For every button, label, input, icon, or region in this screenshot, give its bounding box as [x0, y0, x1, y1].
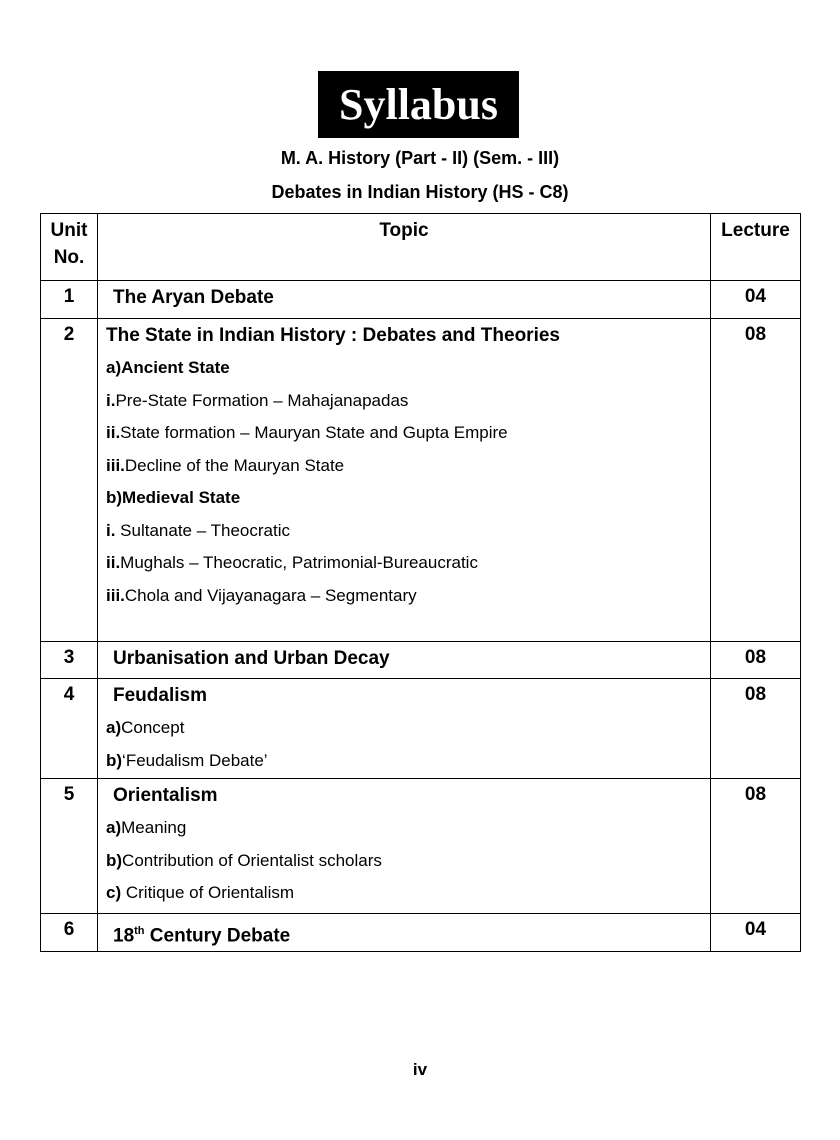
subtopic-list — [98, 812, 710, 910]
subtopic-prefix: c) — [106, 883, 122, 902]
subtopic-text: Sultanate – Theocratic — [115, 520, 290, 540]
lecture-count: 08 — [711, 642, 801, 679]
unit-number: 3 — [41, 642, 98, 679]
list-item — [98, 712, 710, 745]
topic-cell — [98, 319, 711, 642]
table-header-row — [41, 214, 801, 281]
table-row — [41, 281, 801, 319]
subtopic-prefix: b)Medieval State — [106, 488, 241, 507]
table-row — [41, 679, 801, 779]
topic-title: Feudalism — [113, 685, 207, 706]
subtopic-prefix: b) — [106, 850, 123, 870]
subtopic-text: Critique of Orientalism — [121, 883, 295, 902]
syllabus-title: Syllabus — [318, 71, 519, 138]
list-item — [98, 417, 710, 450]
table-row — [41, 642, 801, 679]
list-item — [98, 745, 710, 778]
lecture-count: 08 — [711, 779, 801, 914]
subtopic-prefix: i. — [106, 520, 116, 540]
subtopic-text: Concept — [121, 718, 185, 737]
subtopic-text: ‘Feudalism Debate’ — [122, 750, 268, 770]
subtopic-prefix: iii. — [106, 455, 125, 475]
topic-title: Orientalism — [113, 785, 218, 806]
table-row — [41, 914, 801, 952]
subtopic-prefix: a) — [106, 818, 122, 837]
subtopic-prefix: b) — [106, 750, 123, 770]
subtopic-prefix: ii. — [106, 553, 121, 572]
subtopic-list — [98, 712, 710, 777]
title-ordinal: 18 — [113, 925, 135, 947]
subtopic-prefix: a) — [106, 718, 122, 737]
page-number: iv — [412, 1060, 428, 1079]
subtopic-text: State formation – Mauryan State and Gupta Empire — [120, 423, 508, 442]
paper-heading: Debates in Indian History (HS - C8) — [271, 182, 569, 202]
list-item — [98, 580, 710, 613]
unit-number: 4 — [41, 679, 98, 779]
unit-number: 2 — [41, 319, 98, 642]
subtopic-text: Chola and Vijayanagara – Segmentary — [124, 585, 417, 605]
lecture-count: 08 — [711, 679, 801, 779]
header-unit-line2: No. — [53, 247, 85, 268]
list-item — [98, 482, 710, 515]
unit-number: 6 — [41, 914, 98, 952]
topic-title — [98, 919, 710, 948]
topic-title: The Aryan Debate — [113, 287, 274, 308]
subtopic-prefix: i. — [106, 390, 116, 410]
lecture-count: 04 — [711, 914, 801, 952]
list-item — [98, 547, 710, 580]
syllabus-table — [40, 213, 801, 952]
subtopic-prefix: a)Ancient State — [106, 358, 230, 377]
subtopic-prefix: iii. — [106, 585, 125, 605]
subtopic-text: Mughals – Theocratic, Patrimonial-Bureaucratic — [120, 553, 478, 572]
header-lecture: Lecture — [711, 214, 801, 281]
topic-cell — [98, 642, 711, 679]
subtopic-text: Pre-State Formation – Mahajanapadas — [115, 390, 409, 410]
topic-title: Urbanisation and Urban Decay — [113, 648, 390, 669]
list-item — [98, 845, 710, 878]
subtopic-text: Meaning — [121, 818, 187, 837]
lecture-count: 04 — [711, 281, 801, 319]
header-unit — [41, 214, 98, 281]
course-heading: M. A. History (Part - II) (Sem. - III) — [280, 148, 560, 168]
list-item — [98, 385, 710, 418]
subtopic-list — [98, 352, 710, 612]
list-item — [98, 450, 710, 483]
list-item — [98, 352, 710, 385]
subtopic-text: Decline of the Mauryan State — [124, 455, 345, 475]
list-item — [98, 812, 710, 845]
header-unit-line1: Unit — [50, 220, 88, 241]
topic-cell — [98, 281, 711, 319]
lecture-count: 08 — [711, 319, 801, 642]
unit-number: 5 — [41, 779, 98, 914]
topic-title: The State in Indian History : Debates and Theories — [106, 325, 560, 346]
topic-cell — [98, 779, 711, 914]
table-row — [41, 319, 801, 642]
topic-cell — [98, 679, 711, 779]
subtopic-text: Contribution of Orientalist scholars — [122, 850, 382, 870]
unit-number: 1 — [41, 281, 98, 319]
topic-cell — [98, 914, 711, 952]
subtopic-prefix: ii. — [106, 423, 121, 442]
list-item — [98, 515, 710, 548]
list-item — [98, 877, 710, 910]
header-topic: Topic — [98, 214, 711, 281]
title-superscript: th — [134, 925, 145, 937]
title-rest: Century Debate — [144, 925, 291, 947]
table-row — [41, 779, 801, 914]
